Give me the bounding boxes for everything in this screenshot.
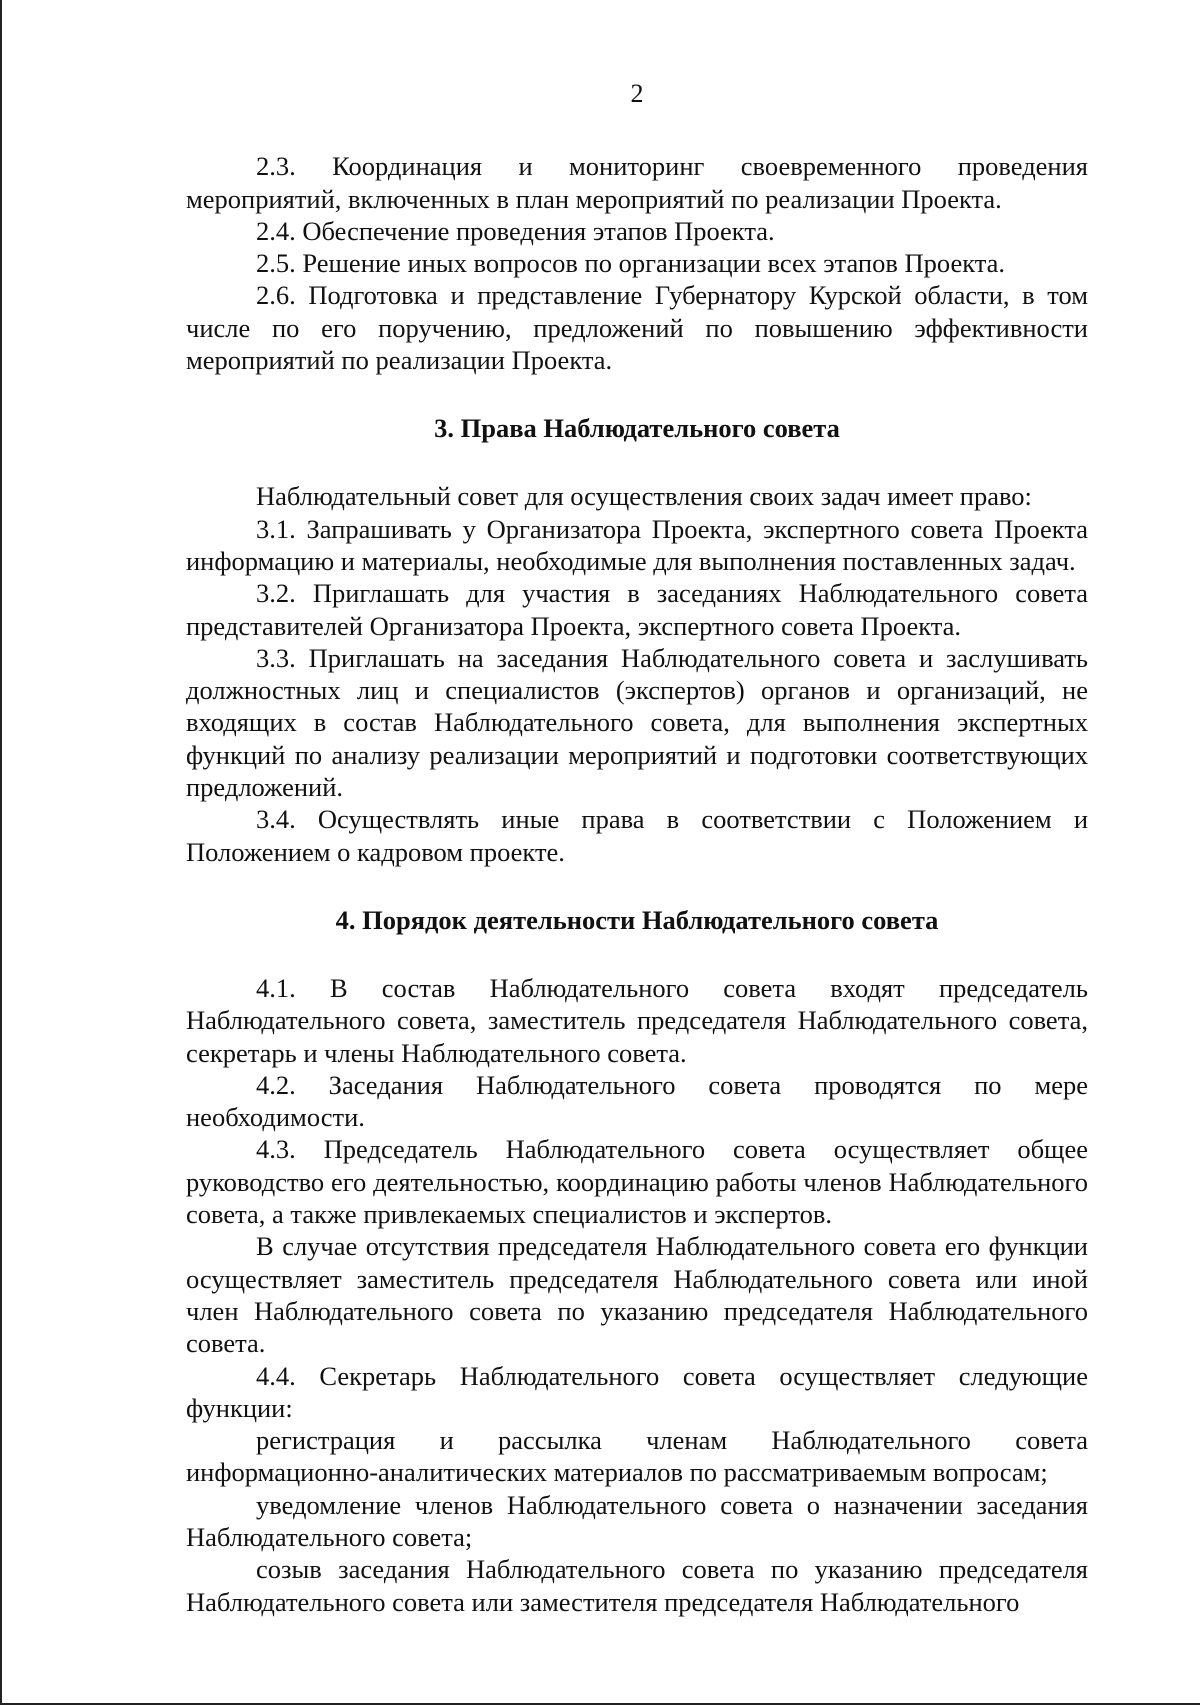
paragraph-2-6: 2.6. Подготовка и представление Губернатору Курской области, в том числе по его поручению, предложений по повышению эффективности мероприятий по реализации Проекта.	[186, 280, 1088, 376]
paragraph-3-2: 3.2. Приглашать для участия в заседаниях Наблюдательного совета представителей Организатора Проекта, экспертного совета Проекта.	[186, 578, 1088, 641]
paragraph-4-3-absence: В случае отсутствия председателя Наблюдательного совета его функции осуществляет заместитель председателя Наблюдательного совета или иной член Наблюдательного совета по указанию председателя Наблюдательного совета.	[186, 1231, 1088, 1359]
paragraph-3-4: 3.4. Осуществлять иные права в соответствии с Положением и Положением о кадровом проекте.	[186, 804, 1088, 867]
section-2-continuation	[186, 150, 1088, 376]
page-number: 2	[630, 79, 644, 108]
section-3	[186, 480, 1088, 868]
paragraph-4-4: 4.4. Секретарь Наблюдательного совета осуществляет следующие функции:	[186, 1360, 1088, 1423]
paragraph-3-1: 3.1. Запрашивать у Организатора Проекта, экспертного совета Проекта информацию и материалы, необходимые для выполнения поставленных задач.	[186, 513, 1088, 576]
paragraph-4-4-convening: созыв заседания Наблюдательного совета по указанию председателя Наблюдательного совета или заместителя председателя Наблюдательного	[186, 1554, 1088, 1617]
paragraph-4-3: 4.3. Председатель Наблюдательного совета осуществляет общее руководство его деятельностью, координацию работы членов Наблюдательного совета, а также привлекаемых специалистов и экспертов.	[186, 1134, 1088, 1230]
paragraph-4-4-registration: регистрация и рассылка членам Наблюдательного совета информационно-аналитических материалов по рассматриваемым вопросам;	[186, 1425, 1088, 1488]
paragraph-3-3: 3.3. Приглашать на заседания Наблюдательного совета и заслушивать должностных лиц и специалистов (экспертов) органов и организаций, не входящих в состав Наблюдательного совета, для выполнения экспертных функций по анализу реализации мероприятий и подготовки соответствующих предложений.	[186, 642, 1088, 803]
paragraph-4-1: 4.1. В состав Наблюдательного совета входят председатель Наблюдательного совета, заместитель председателя Наблюдательного совета, секретарь и члены Наблюдательного совета.	[186, 972, 1088, 1068]
section-4-heading: 4. Порядок деятельности Наблюдательного совета	[335, 904, 939, 935]
section-3-intro: Наблюдательный совет для осуществления своих задач имеет право:	[256, 481, 1032, 512]
paragraph-2-5: 2.5. Решение иных вопросов по организации всех этапов Проекта.	[256, 248, 1006, 279]
paragraph-2-4: 2.4. Обеспечение проведения этапов Проекта.	[256, 215, 775, 246]
section-3-heading: 3. Права Наблюдательного совета	[434, 413, 840, 444]
paragraph-2-3: 2.3. Координация и мониторинг своевременного проведения мероприятий, включенных в план мероприятий по реализации Проекта.	[186, 151, 1088, 214]
paragraph-4-2: 4.2. Заседания Наблюдательного совета проводятся по мере необходимости.	[186, 1069, 1088, 1133]
section-4	[186, 972, 1088, 1618]
document-body	[186, 78, 1088, 1618]
paragraph-4-4-notification: уведомление членов Наблюдательного совета о назначении заседания Наблюдательного совета;	[186, 1489, 1088, 1552]
